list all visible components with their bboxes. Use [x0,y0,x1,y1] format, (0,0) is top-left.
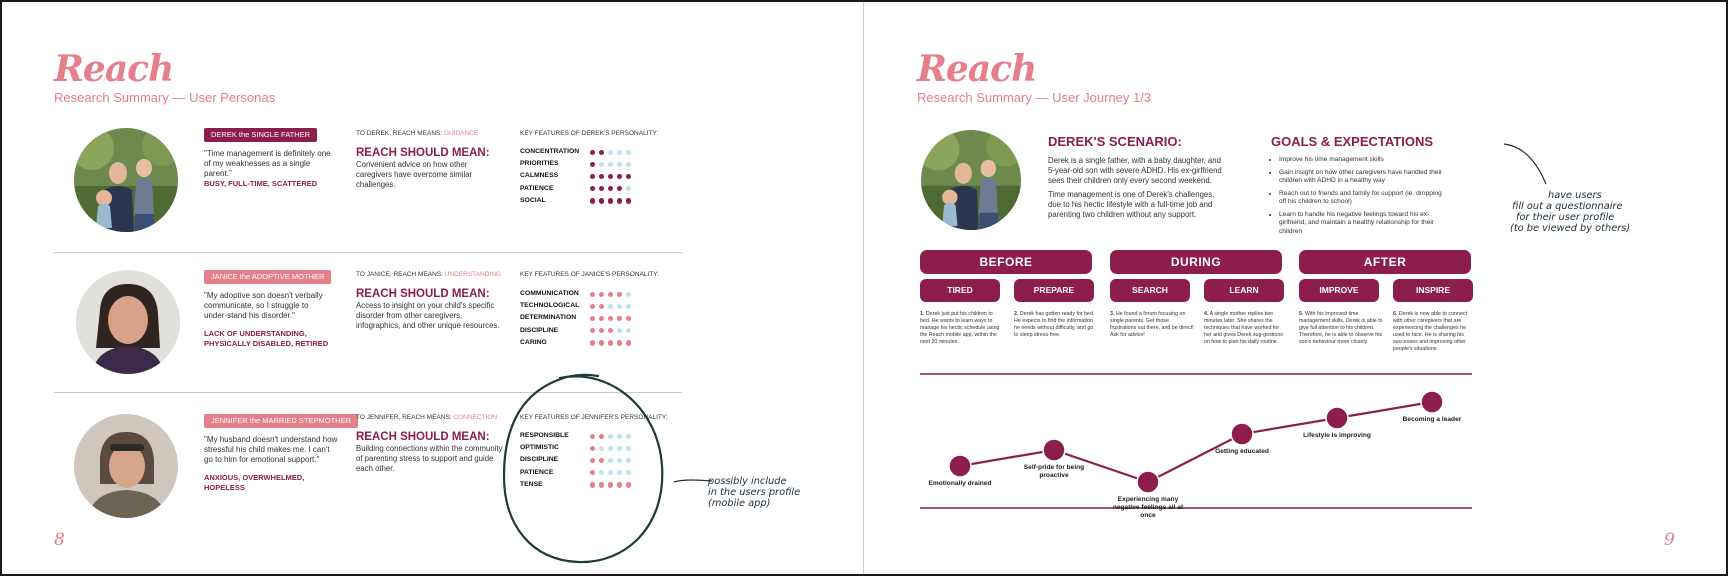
trait-dot [608,186,613,191]
scenario-paragraph: Time management is one of Derek's challenges, due to his hectic lifestyle with a full-time job and parenting two children without any support. [1048,190,1215,219]
trait-dot [599,292,604,297]
trait-dot [590,198,595,203]
journey-point [1137,471,1159,493]
trait-dot [617,328,622,333]
page-number: 9 [1664,530,1675,550]
personality-title: KEY FEATURES OF JENNIFER'S PERSONALITY: [520,414,668,421]
personality-title: KEY FEATURES OF DEREK'S PERSONALITY: [520,130,659,137]
persona-tag: DEREK the SINGLE FATHER [204,128,317,142]
goal-item: • Improve his time management skills [1279,156,1443,165]
reach-should-mean-title: REACH SHOULD MEAN: [356,288,490,300]
trait-dot [626,162,631,167]
trait-dot [617,316,622,321]
trait-dot [599,304,604,309]
journey-point [1326,407,1348,429]
trait-dot [626,198,631,203]
journey-point-label: Self-pride for being proactive [1023,464,1085,479]
journey-step: 4. A single mother replies two minutes later. She shares the techniques that have worked for her and gives Derek sug-gestions on how to plan his daily routine. [1204,311,1283,345]
trait-dot [617,340,622,345]
phase-before: BEFORE [920,250,1092,274]
reach-means: TO JENNIFER, REACH MEANS: CONNECTION [356,414,498,421]
hand-drawn-circle [498,366,670,572]
persona-summary: ANXIOUS, OVERWHELMED, HOPELESS [204,473,305,492]
personality-title: KEY FEATURES OF JANICE'S PERSONALITY: [520,271,659,278]
trait-rating [590,186,631,191]
trait-rating [590,162,631,167]
trait-dot [590,328,595,333]
phase-after: AFTER [1299,250,1471,274]
trait-label: DISCIPLINE [520,456,559,464]
emotion-tired: TIRED [920,279,1000,302]
trait-dot [590,292,595,297]
trait-label: SOCIAL [520,196,546,204]
trait-dot [626,292,631,297]
avatar-derek [74,128,178,232]
reach-means-value: GUIDANCE [444,130,479,137]
trait-rating [590,304,631,309]
reach-should-mean-body: Building connections within the community of parenting stress to support and guide each other. [356,444,503,473]
journey-point [949,455,971,477]
trait-label: CALMNESS [520,172,559,180]
goals-list [1271,156,1443,240]
reach-means-value: CONNECTION [453,414,498,421]
trait-dot [608,328,613,333]
trait-dot [599,328,604,333]
trait-dot [626,328,631,333]
trait-label: DISCIPLINE [520,326,559,334]
trait-dot [626,174,631,179]
trait-label: TECHNOLOGICAL [520,302,580,310]
trait-dot [626,316,631,321]
trait-label: PRIORITIES [520,160,559,168]
trait-dot [617,162,622,167]
trait-rating [590,198,631,203]
emotion-journey-graph [920,370,1476,512]
trait-dot [599,162,604,167]
trait-dot [599,174,604,179]
trait-rating [590,340,631,345]
trait-dot [608,316,613,321]
persona-tag: JENNIFER the MARRIED STEPMOTHER [204,414,358,428]
page-subtitle: Research Summary — User Journey 1/3 [917,90,1152,105]
trait-rating [590,292,631,297]
page-subtitle: Research Summary — User Personas [54,90,276,105]
annotation-pointer [1500,140,1560,188]
trait-dot [590,340,595,345]
trait-label: TENSE [520,480,543,488]
emotion-inspire: INSPIRE [1393,279,1473,302]
trait-dot [626,186,631,191]
journey-step: 3. He found a forum focusing on single parents. Get those frustrations out there, and be direct! Ask for advice! [1110,311,1194,338]
trait-dot [608,162,613,167]
trait-rating [590,150,631,155]
trait-dot [590,186,595,191]
trait-label: COMMUNICATION [520,290,579,297]
trait-label: PATIENCE [520,184,554,192]
journey-point-label: Emotionally drained [928,480,992,487]
trait-dot [590,304,595,309]
trait-dot [590,174,595,179]
journey-step: 5. With his improved time management skills, Derek is able to give full attention to his children. Therefore, he is able to observe his son's behaviour more closely. [1299,311,1383,345]
trait-dot [599,316,604,321]
avatar-derek [921,130,1021,230]
trait-dot [617,292,622,297]
reach-means: TO JANICE, REACH MEANS: UNDERSTANDING [356,271,501,278]
reach-should-mean-title: REACH SHOULD MEAN: [356,147,490,159]
trait-label: DETERMINATION [520,314,577,322]
emotion-search: SEARCH [1110,279,1190,302]
journey-point-label: Lifestyle is improving [1303,432,1371,439]
trait-dot [599,340,604,345]
reach-should-mean-body: Convenient advice on how other caregivers have overcome similar challenges. [356,160,473,189]
trait-label: PATIENCE [520,468,554,476]
trait-dot [599,150,604,155]
page-number: 8 [54,530,65,550]
trait-dot [608,304,613,309]
journey-point-label: Getting educated [1215,448,1269,455]
trait-label: RESPONSIBLE [520,432,569,439]
trait-dot [599,198,604,203]
persona-quote: "My husband doesn't understand how stressful his child makes me. I can't go to him for emotional support." [204,435,338,464]
trait-dot [608,340,613,345]
persona-quote: "My adoptive son doesn't verbally communicate, so I struggle to under-stand his disorder." [204,291,323,320]
trait-dot [608,174,613,179]
trait-dot [608,150,613,155]
persona-quote: "Time management is definitely one of my weaknesses as a single parent." [204,149,331,178]
spread-gutter [863,2,864,574]
journey-point-label: Experiencing many negative feelings all at once [1112,496,1184,519]
journey-step: 1. Derek just put his children to bed. He wants to learn ways to manage his hectic schedule using the Reach mobile app, within the next 20 minutes. [920,311,1000,345]
scenario-paragraph: Derek is a single father, with a baby daughter, and 5-year-old son with severe ADHD. His ex-girlfriend sees their children only every second weekend. [1048,156,1222,185]
trait-dot [626,340,631,345]
journey-point [1421,391,1443,413]
divider [54,252,682,253]
trait-dot [617,186,622,191]
trait-dot [590,162,595,167]
trait-rating [590,328,631,333]
persona-summary: BUSY, FULL-TIME, SCATTERED [204,179,318,188]
trait-dot [626,150,631,155]
trait-label: CONCENTRATION [520,148,580,155]
reach-means-value: UNDERSTANDING [444,271,501,278]
reach-should-mean-title: REACH SHOULD MEAN: [356,431,490,443]
trait-rating [590,174,631,179]
journey-step: 6. Derek is now able to connect with other caregivers that are experiencing the challenges he used to face. He is sharing his successes and improving other people's situations. [1393,311,1467,352]
reach-means: TO DEREK, REACH MEANS: GUIDANCE [356,130,479,137]
avatar-jennifer [74,414,178,518]
trait-dot [608,198,613,203]
trait-dot [617,198,622,203]
journey-point [1231,423,1253,445]
persona-summary: LACK OF UNDERSTANDING, PHYSICALLY DISABLED, RETIRED [204,329,329,348]
avatar-janice [76,270,180,374]
brand-logo: Reach [54,48,174,90]
emotion-learn: LEARN [1204,279,1284,302]
trait-dot [608,292,613,297]
persona-tag: JANICE the ADOPTIVE MOTHER [204,270,331,284]
reach-should-mean-body: Access to insight on your child's specific disorder from other caregivers, infographics, and other unique resources. [356,301,500,330]
trait-dot [617,304,622,309]
trait-dot [590,316,595,321]
trait-label: CARING [520,338,547,346]
trait-dot [590,150,595,155]
handwritten-note: have users fill out a questionnaire for their user profile (to be viewed by others) [1510,190,1631,234]
trait-dot [617,174,622,179]
trait-dot [626,304,631,309]
trait-rating [590,316,631,321]
brand-logo: Reach [917,48,1037,90]
goal-item: • Reach out to friends and family for support (ie. dropping off his children to school) [1279,190,1443,207]
goal-item: • Gain insight on how other caregivers have handled their children with ADHD in a healthy way [1279,169,1443,186]
scenario-title: DEREK'S SCENARIO: [1048,134,1182,149]
goals-title: GOALS & EXPECTATIONS [1271,134,1434,149]
phase-during: DURING [1110,250,1282,274]
handwritten-note: possibly include in the users profile (mobile app) [708,476,801,509]
journey-step: 2. Derek has gotten ready for bed. He expects to find the information he needs without difficulty, and go to sleep stress-free. [1014,311,1095,338]
emotion-prepare: PREPARE [1014,279,1094,302]
trait-dot [617,150,622,155]
emotion-improve: IMPROVE [1299,279,1379,302]
journey-point-label: Becoming a leader [1402,416,1462,423]
trait-label: OPTIMISTIC [520,444,559,452]
goal-item: • Learn to handle his negative feelings toward his ex-girlfriend, and maintain a healthy relationship for their children [1279,211,1443,237]
trait-dot [599,186,604,191]
journey-point [1043,439,1065,461]
